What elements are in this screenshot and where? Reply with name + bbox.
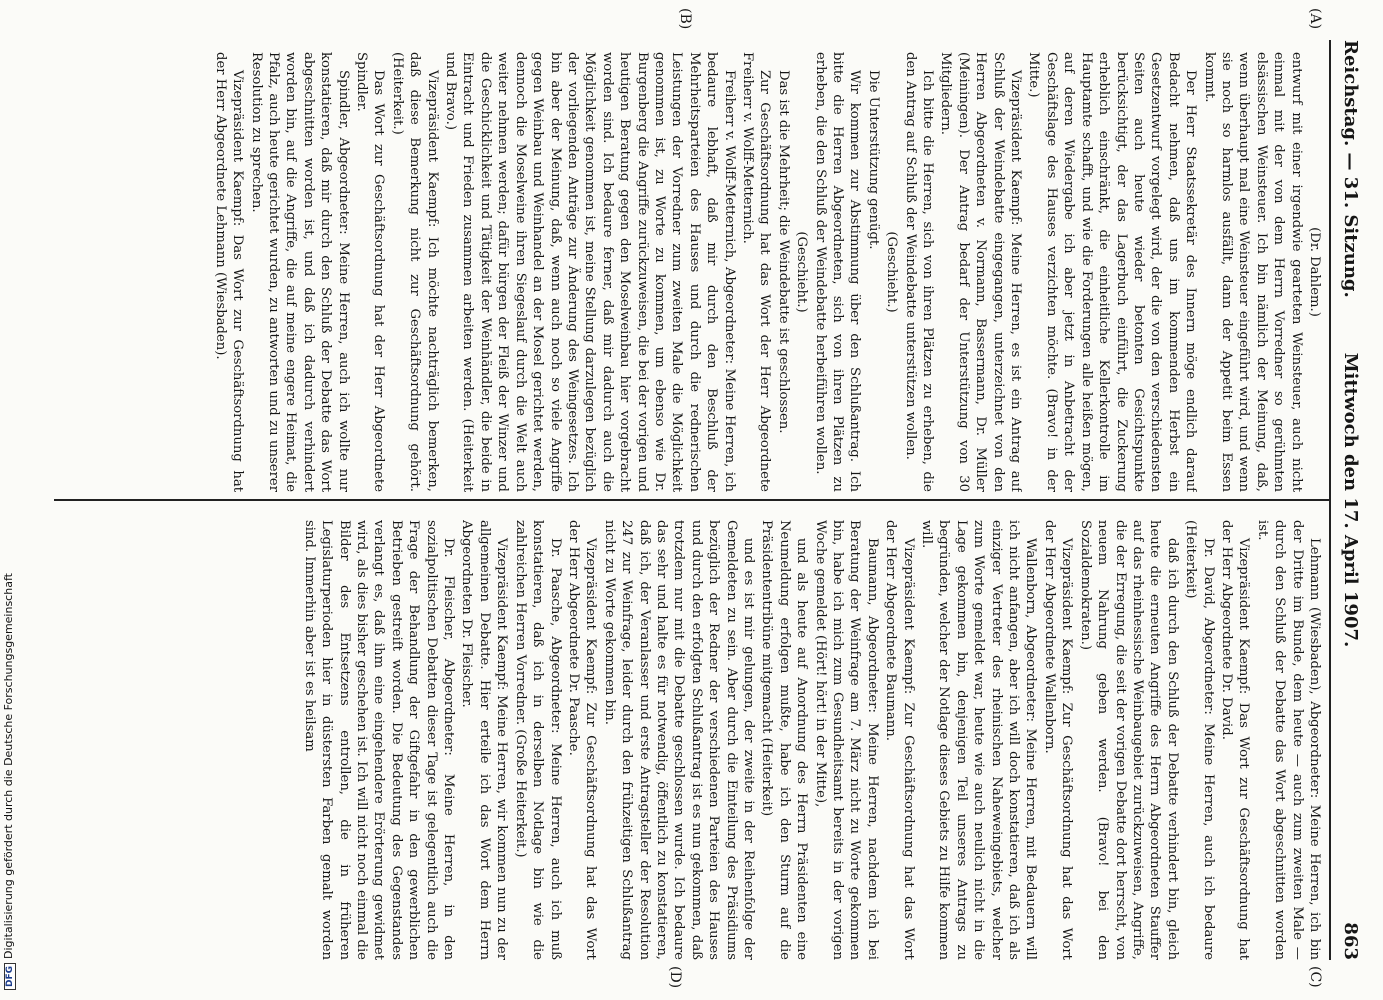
paragraph: (Dr. Dahlem.) <box>1307 227 1322 317</box>
left-text-column <box>58 52 1323 492</box>
paragraph: (Geschieht.) <box>794 231 810 313</box>
paragraph: Dr. David, Abgeordneter: Meine Herren, auch ich bedaure (Heiterkeit) <box>1183 520 1216 960</box>
credit-text: Digitalisierung gefördert durch die Deutsche Forschungsgemeinschaft <box>2 573 15 959</box>
margin-mark-a: (A) <box>1307 8 1323 30</box>
header-date: Mittwoch den 17. April 1907. <box>1340 352 1361 648</box>
header-rule <box>1329 40 1331 960</box>
paragraph: Der Herr Staatssekretär des Innern möge endlich darauf Bedacht nehmen, daß uns im kommenden Herbst ein Gesetzentwurf vorgelegt wird, der die von den verschiedensten Seiten auch heute wieder betonten Gesichtspunkte berücksichtigt, der das Lagerbuch einführt, die Zuckerung erheblich einschränkt, die einheitliche Kellerkontrolle im Hauptamte schafft, und wie die Forderungen alle heißen mögen, auf deren Wiedergabe ich aber jetzt in Anbetracht der Geschäftslage des Hauses verzichten möchte. (Bravo! in der Mitte.) <box>1026 52 1199 492</box>
paragraph: Dr. Fleischer, Abgeordneter: Meine Herren, in den sozialpolitischen Debatten dieser Tage ist gelegentlich auch die Frage der Behandlung der Giftgefahr in den gewerblichen Betrieben gestreift worden. Die Bedeutung des Gegenstandes verlangt es, daß ihm eine eingehendere Erörterung gewidmet wird, als dies bisher geschehen ist. Ich will nicht noch einmal die Bilder des Entsetzens entrollen, die in früheren Legislaturperioden hier in düstersten Farben gemalt worden sind. Immerhin aber ist es heilsam <box>301 520 457 960</box>
margin-mark-b: (B) <box>677 8 693 30</box>
paragraph: Vizepräsident Kaempf: Zur Geschäftsordnung hat das Wort der Herr Abgeordnete Baumann. <box>883 520 916 960</box>
margin-mark-d: (D) <box>667 966 683 989</box>
right-text-column <box>58 520 1323 960</box>
paragraph: Wallenborn, Abgeordneter: Meine Herren, mit Bedauern will ich nicht anfangen, aber ich will doch konstatieren, daß ich als einziger Vertreter des rheinischen Naheweingebiets, welcher zum Worte gemeldet war, heute wie auch neulich nicht in die Lage gekommen bin, denjenigen Teil unseres Antrags zu begründen, welcher der Notlage dieses Gebiets zu Hilfe kommen will. <box>919 520 1039 960</box>
paragraph: entwurf mit einer irgendwie gearteten Weinsteuer, auch nicht einmal mit der von dem Herrn Vorredner so gerühmten elsässischen Weinsteuer. Ich bin nämlich der Meinung, daß, wenn überhaupt mal eine Weinsteuer eingeführt wird, und wenn sie noch so harmlos ausfällt, dann der Appetit beim Essen kommt. <box>1201 52 1304 492</box>
paragraph: Vizepräsident Kaempf: Zur Geschäftsordnung hat das Wort der Herr Abgeordnete Wallenborn. <box>1041 520 1075 960</box>
paragraph: Die Unterstützung genügt. <box>865 70 881 250</box>
paragraph: daß ich durch den Schluß der Debatte verhindert bin, gleich heute die erneuten Angriffe des Herrn Abgeordneten Stauffer auf das rheinhessische Weinbaugebiet zurückzuweisen, Angriffe, die der Erregung, die seit der vorigen Debatte dort herrscht, von neuem Nahrung geben werden. (Bravo! bei den Sozialdemokraten.) <box>1077 520 1180 960</box>
paragraph: Vizepräsident Kaempf: Das Wort zur Geschäftsordnung hat der Herr Abgeordnete Lehmann (Wiesbaden). <box>212 52 246 492</box>
paragraph: Lehmann (Wiesbaden), Abgeordneter: Meine Herren, ich bin der Dritte im Bunde, dem heute — auch zum zweiten Male — durch den Schluß der Debatte das Wort abgeschnitten worden ist. <box>1254 520 1322 960</box>
paragraph: und als heute auf Anordnung des Herrn Präsidenten eine Neumeldung erfolgen mußte, habe ich den Sturm auf die Präsidententribüne mitgemacht (Heiterkeit) <box>759 520 810 960</box>
column-divider <box>54 499 1329 501</box>
paragraph: Baumann, Abgeordneter: Meine Herren, nachdem ich bei Beratung der Weinfrage am 7. März nicht zu Worte gekommen bin, habe ich mich zum Gesundheitsamt bereits in der vorigen Woche gemeldet (Hört! hört! in der Mitte), <box>812 520 880 960</box>
paragraph: Vizepräsident Kaempf: Meine Herren, wir kommen nun zu der allgemeinen Debatte. Hier erteile ich das Wort dem Herrn Abgeordneten Dr. Fleischer. <box>459 520 510 960</box>
paragraph: Spindler, Abgeordneter: Meine Herren, auch ich wollte nur konstatieren, daß mir durch den Schluß der Debatte das Wort abgeschnitten worden ist, und daß ich dadurch verhindert worden bin, auf die Angriffe, die auf meine engere Heimat, die Pfalz, auch heute gerichtet wurden, zu antworten und zu unserer Resolution zu sprechen. <box>248 52 351 492</box>
paragraph: Vizepräsident Kaempf: Zur Geschäftsordnung hat das Wort der Herr Abgeordnete Dr. Paasche. <box>565 520 599 960</box>
paragraph: Wir kommen zur Abstimmung über den Schlußantrag. Ich bitte die Herren Abgeordneten, sich von ihren Plätzen zu erheben, die den Schluß der Weindebatte herbeiführen wollen. <box>812 52 863 492</box>
paragraph: Vizepräsident Kaempf: Ich möchte nachträglich bemerken, daß diese Bemerkung nicht zur Geschäftsordnung gehört. (Heiterkeit.) <box>389 52 440 492</box>
paragraph: Das ist die Mehrheit; die Weindebatte ist geschlossen. <box>775 70 791 434</box>
paragraph: Dr. Paasche, Abgeordneter: Meine Herren, auch ich muß konstatieren, daß ich in derselben Notlage bin wie die zahlreichen Herren Vorredner. (Große Heiterkeit.) <box>512 520 563 960</box>
paragraph: (Geschieht.) <box>884 231 900 313</box>
paragraph: und es ist mir gelungen, der zweite in der Reihenfolge der Gemeldeten zu sein. Aber durch die Einteilung des Präsidiums bezüglich der Redner der verschiedenen Parteien des Hauses und durch den erfolgten Schlußantrag ist es nun gekommen, daß trotzdem nur mit die Debatte geschlossen wurde. Ich bedaure das sehr und halte es für notwendig, öffentlich zu konstatieren, daß ich, der Veranlasser und erste Antragsteller der Resolution 247 zur Weinfrage, leider durch den frühzeitigen Schlußantrag nicht zu Worte gekommen bin. <box>601 520 756 960</box>
paragraph: Vizepräsident Kaempf: Meine Herren, es ist ein Antrag auf Schluß der Weindebatte eingegangen, unterzeichnet von den Herren Abgeordneten v. Normann, Bassermann, Dr. Müller (Meiningen). Der Antrag bedarf der Unterstützung von 30 Mitgliedern. <box>938 52 1024 492</box>
dfg-logo: DFG <box>4 963 16 990</box>
margin-mark-c: (C) <box>1307 966 1323 988</box>
digitization-credit <box>2 0 20 990</box>
page-header <box>1335 40 1361 960</box>
paragraph: Ich bitte die Herren, sich von ihren Plätzen zu erheben, die den Antrag auf Schluß der Weindebatte unterstützen wollen. <box>902 52 936 492</box>
header-session: Reichstag. — 31. Sitzung. <box>1340 40 1361 298</box>
paragraph: Freiherr v. Wolff-Metternich, Abgeordneter: Meine Herren, ich bedaure lebhaft, daß mir durch den Beschluß der Mehrheitsparteien des Hauses und durch die rednerischen Leistungen der Vorredner zum zweiten Male die Möglichkeit genommen ist, zu Worte zu kommen, um ebenso wie Dr. Burgenberg die Angriffe zurückzuweisen, die bei der vorigen und heutigen Beratung gegen den Moselweinbau hier vorgebracht worden sind. Ich bedaure ferner, daß mir dadurch auch die Möglichkeit genommen ist, meine Stellung darzulegen bezüglich der vorliegenden Anträge zur Änderung des Weingesetzes. Ich bin aber der Meinung, daß, wenn auch noch so viele Angriffe gegen Weinbau und Weinhandel an der Mosel gerichtet werden, dennoch die Moselweine ihren Siegeslauf durch die Welt auch weiter nehmen werden; dafür bürgen der Fleiß der Winzer und die Geschicklichkeit und Tätigkeit der Weinhändler, die beide in Eintracht und Frieden zusammen arbeiten werden. (Heiterkeit und Bravo.) <box>443 52 737 492</box>
page-number: 863 <box>1340 922 1361 960</box>
paragraph: Zur Geschäftsordnung hat das Wort der Herr Abgeordnete Freiherr v. Wolff-Metternich. <box>740 52 773 492</box>
paragraph: Vizepräsident Kaempf: Das Wort zur Geschäftsordnung hat der Herr Abgeordnete Dr. David. <box>1218 520 1252 960</box>
paragraph: Das Wort zur Geschäftsordnung hat der Herr Abgeordnete Spindler. <box>354 52 387 492</box>
